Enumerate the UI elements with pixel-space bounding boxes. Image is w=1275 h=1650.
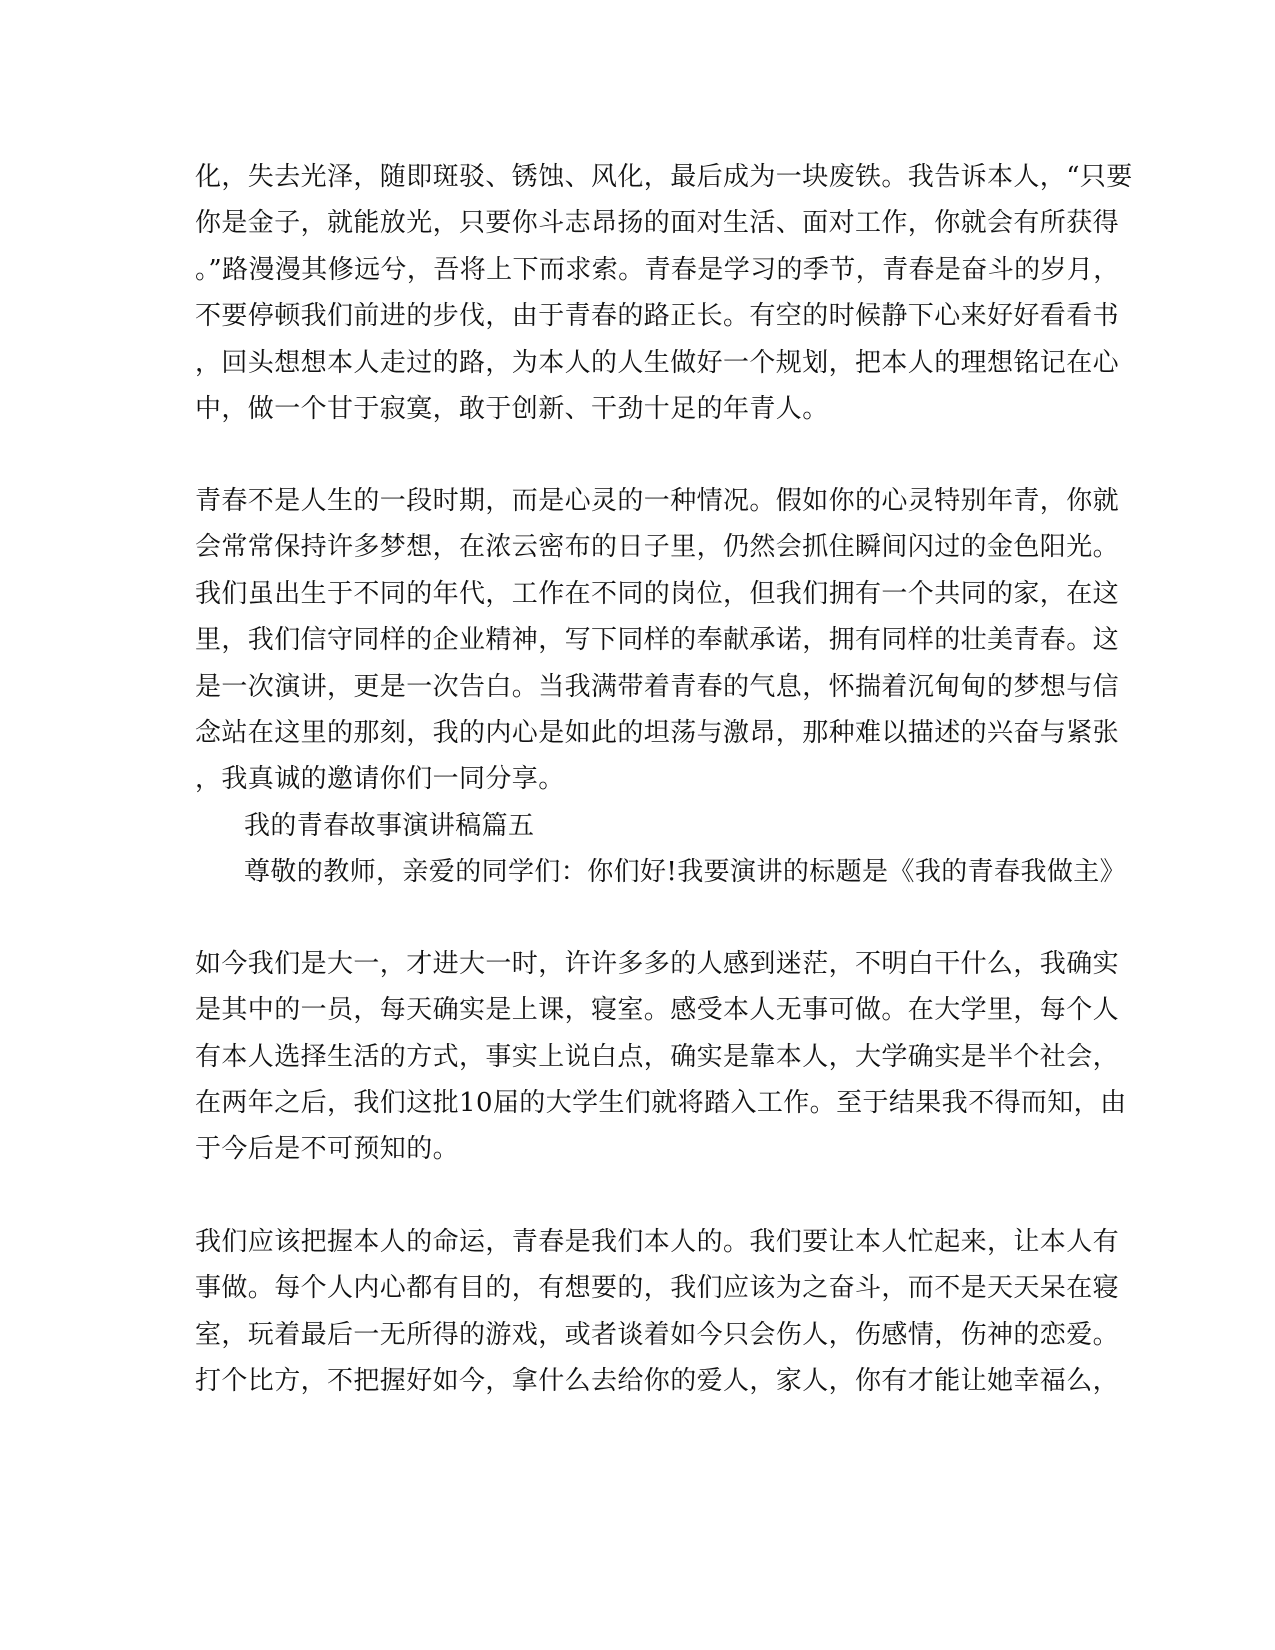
paragraph-line: 是一次演讲，更是一次告白。当我满带着青春的气息，怀揣着沉甸甸的梦想与信 xyxy=(195,672,1120,702)
paragraph-line: ，我真诚的邀请你们一同分享。 xyxy=(195,764,565,794)
paragraph-line: 我们虽出生于不同的年代，工作在不同的岗位，但我们拥有一个共同的家，在这 xyxy=(195,579,1120,609)
paragraph-line: 打个比方，不把握好如今，拿什么去给你的爱人，家人，你有才能让她幸福么， xyxy=(195,1366,1120,1396)
paragraph-line: 会常常保持许多梦想，在浓云密布的日子里，仍然会抓住瞬间闪过的金色阳光。 xyxy=(195,532,1120,562)
paragraph-line: 化，失去光泽，随即斑驳、锈蚀、风化，最后成为一块废铁。我告诉本人，“只要 xyxy=(195,162,1133,192)
paragraph-line: 不要停顿我们前进的步伐，由于青春的路正长。有空的时候静下心来好好看看书 xyxy=(195,301,1120,331)
paragraph-line: 事做。每个人内心都有目的，有想要的，我们应该为之奋斗，而不是天天呆在寝 xyxy=(195,1273,1120,1303)
paragraph-line: 中，做一个甘于寂寞，敢于创新、干劲十足的年青人。 xyxy=(195,394,829,424)
paragraph-line: 我们应该把握本人的命运，青春是我们本人的。我们要让本人忙起来，让本人有 xyxy=(195,1227,1120,1257)
greeting-line: 尊敬的教师，亲爱的同学们：你们好!我要演讲的标题是《我的青春我做主》 xyxy=(244,857,1127,887)
section-title: 我的青春故事演讲稿篇五 xyxy=(244,811,535,841)
paragraph-line: 如今我们是大一，才进大一时，许许多多的人感到迷茫，不明白干什么，我确实 xyxy=(195,949,1120,979)
paragraph-line: 室，玩着最后一无所得的游戏，或者谈着如今只会伤人，伤感情，伤神的恋爱。 xyxy=(195,1320,1120,1350)
paragraph-line: 念站在这里的那刻，我的内心是如此的坦荡与激昂，那种难以描述的兴奋与紧张 xyxy=(195,718,1120,748)
paragraph-line: 里，我们信守同样的企业精神，写下同样的奉献承诺，拥有同样的壮美青春。这 xyxy=(195,625,1120,655)
paragraph-line: 青春不是人生的一段时期，而是心灵的一种情况。假如你的心灵特别年青，你就 xyxy=(195,486,1120,516)
paragraph-line: 。”路漫漫其修远兮，吾将上下而求索。青春是学习的季节，青春是奋斗的岁月， xyxy=(195,255,1120,285)
paragraph-line: 在两年之后，我们这批10届的大学生们就将踏入工作。至于结果我不得而知，由 xyxy=(195,1088,1127,1118)
paragraph-line: 于今后是不可预知的。 xyxy=(195,1134,460,1164)
paragraph-line: 有本人选择生活的方式，事实上说白点，确实是靠本人，大学确实是半个社会， xyxy=(195,1042,1120,1072)
paragraph-line: 你是金子，就能放光，只要你斗志昂扬的面对生活、面对工作，你就会有所获得 xyxy=(195,208,1120,238)
paragraph-line: ，回头想想本人走过的路，为本人的人生做好一个规划，把本人的理想铭记在心 xyxy=(195,348,1120,378)
paragraph-line: 是其中的一员，每天确实是上课，寝室。感受本人无事可做。在大学里，每个人 xyxy=(195,995,1120,1025)
